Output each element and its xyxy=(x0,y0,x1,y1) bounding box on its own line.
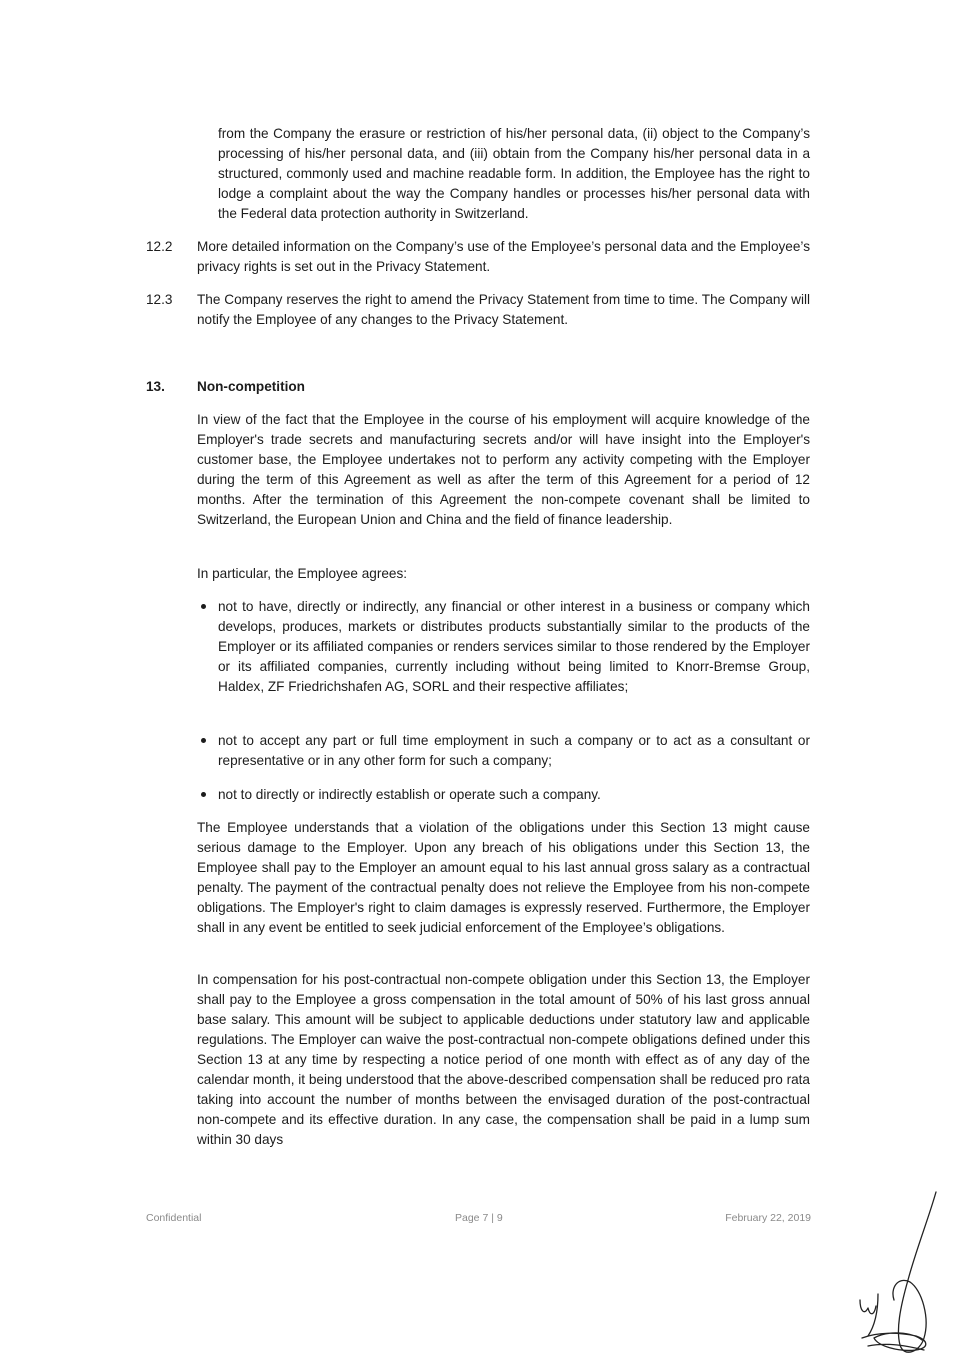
section-13-intro: In view of the fact that the Employee in the course of his employment will acquire knowledge of the Employer's trade secrets and manufacturing secrets and/or will have insight into the Employer's customer base, the Employee undertakes not to perform any activity competing with the Employer during the term of this Agreement as well as after the term of this Agreement for a period of 12 months. After the termination of this Agreement the non-compete covenant shall be limited to Switzerland, the European Union and China and the field of finance leadership. xyxy=(197,412,810,527)
bullet-item-2: not to accept any part or full time employment in such a company or to act as a consultant or representative or in any other form for such a company; xyxy=(218,733,810,768)
clause-12-3-text: The Company reserves the right to amend the Privacy Statement from time to time. The Company will notify the Employee of any changes to the Privacy Statement. xyxy=(197,292,810,327)
section-13-lead-in: In particular, the Employee agrees: xyxy=(197,566,408,581)
footer-date: February 22, 2019 xyxy=(725,1212,811,1224)
clause-12-2-number: 12.2 xyxy=(146,239,173,254)
bullet-icon xyxy=(201,738,206,743)
section-13-number: 13. xyxy=(146,379,165,394)
clause-12-2-text: More detailed information on the Company’s use of the Employee’s personal data and the Employee’s privacy rights is set out in the Privacy Statement. xyxy=(197,239,810,274)
section-13-compensation-paragraph: In compensation for his post-contractual non-compete obligation under this Section 13, the Employer shall pay to the Employee a gross compensation in the total amount of 50% of his last gross annual base salary. This amount will be subject to applicable deductions under statutory law and applicable regulations. The Employer can waive the post-contractual non-compete obligations defined under this Section 13 at any time by respecting a notice period of one month with effect as of any day of the calendar month, it being understood that the above-described compensation shall be reduced pro rata taking into account the number of months between the envisaged duration of the post-contractual non-compete and its effective duration. In any case, the compensation shall be paid in a lump sum within 30 days xyxy=(197,972,810,1147)
section-12-continuation: from the Company the erasure or restriction of his/her personal data, (ii) object to the Company’s processing of his/her personal data, and (iii) obtain from the Company his/her personal data in a structured, commonly used and machine readable form. In addition, the Employee has the right to lodge a complaint about the way the Company handles or processes his/her personal data with the Federal data protection authority in Switzerland. xyxy=(218,126,810,221)
signature-initials-icon xyxy=(838,1190,948,1360)
bullet-item-3: not to directly or indirectly establish or operate such a company. xyxy=(218,787,601,802)
bullet-icon xyxy=(201,792,206,797)
footer-page-number: Page 7 | 9 xyxy=(455,1212,503,1224)
section-13-penalty-paragraph: The Employee understands that a violation of the obligations under this Section 13 might cause serious damage to the Employer. Upon any breach of his obligations under this Section 13, the Employee shall pay to the Employer an amount equal to his last annual gross salary as a contractual penalty. The payment of the contractual penalty does not relieve the Employee from his non-compete obligations. The Employer's right to claim damages is expressly reserved. Furthermore, the Employer shall in any event be entitled to seek judicial enforcement of the Employee’s obligations. xyxy=(197,820,810,935)
section-13-title: Non-competition xyxy=(197,379,305,394)
bullet-item-1: not to have, directly or indirectly, any financial or other interest in a business or company which develops, produces, markets or distributes products substantially similar to the products of the Employer or its affiliated companies or renders services similar to those rendered by the Employer or its affiliated companies, currently including without being limited to Knorr-Bremse Group, Haldex, ZF Friedrichshafen AG, SORL and their respective affiliates; xyxy=(218,599,810,694)
bullet-icon xyxy=(201,604,206,609)
clause-12-3-number: 12.3 xyxy=(146,292,173,307)
footer-confidential: Confidential xyxy=(146,1212,202,1224)
